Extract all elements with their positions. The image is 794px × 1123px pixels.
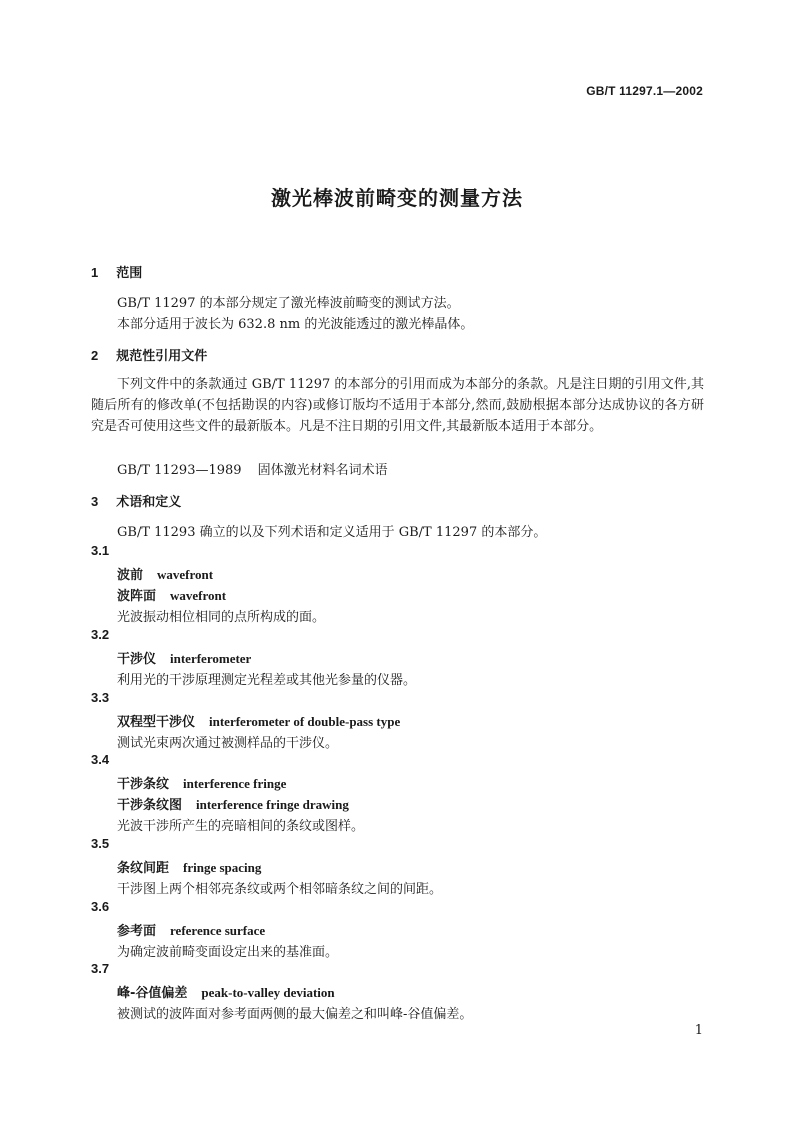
term-zh: 波阵面 <box>117 589 157 604</box>
term-number: 3.3 <box>91 690 110 705</box>
body-line: 本部分适用于波长为 632.8 nm 的光波能透过的激光棒晶体。 <box>117 317 474 332</box>
term-definition: 利用光的干涉原理测定光程差或其他光参量的仪器。 <box>117 673 417 688</box>
section-2-heading <box>91 345 207 364</box>
section-3-heading <box>91 491 181 510</box>
terms-intro: GB/T 11293 确立的以及下列术语和定义适用于 GB/T 11297 的本部分。 <box>117 525 547 540</box>
term-number: 3.7 <box>91 961 110 976</box>
section-title: 范围 <box>116 266 143 281</box>
term-number: 3.1 <box>91 543 110 558</box>
normative-references-paragraph: 下列文件中的条款通过 GB/T 11297 的本部分的引用而成为本部分的条款。凡是注日期的引用文件,其随后所有的修改单(不包括勘误的内容)或修订版均不适用于本部分,然而,鼓励根据本部分达成协议的各方研究是否可使用这些文件的最新版本。凡是不注日期的引用文件,其最新版本适用于本部分。 <box>91 377 704 434</box>
term-definition: 干涉图上两个相邻亮条纹或两个相邻暗条纹之间的间距。 <box>117 882 443 897</box>
term-definition: 测试光束两次通过被测样品的干涉仪。 <box>117 736 339 751</box>
term-en: interferometer <box>170 651 252 666</box>
term-en: fringe spacing <box>183 860 262 875</box>
term-zh: 参考面 <box>117 924 157 939</box>
term-zh: 干涉条纹图 <box>117 798 183 813</box>
term-zh: 双程型干涉仪 <box>117 715 196 730</box>
term-en: interference fringe <box>183 776 287 791</box>
document-title: 激光棒波前畸变的测量方法 <box>271 186 523 210</box>
term-entry <box>117 564 213 583</box>
term-definition: 光波干涉所产生的亮暗相间的条纹或图样。 <box>117 819 365 834</box>
term-definition: 为确定波前畸变面设定出来的基准面。 <box>117 945 339 960</box>
term-en: interference fringe drawing <box>196 797 349 812</box>
term-en: wavefront <box>157 567 214 582</box>
reference-code: GB/T 11293—1989 <box>117 463 242 478</box>
body-line: GB/T 11297 的本部分规定了激光棒波前畸变的测试方法。 <box>117 296 460 311</box>
term-en: interferometer of double-pass type <box>209 714 401 729</box>
term-zh: 干涉仪 <box>117 652 157 667</box>
section-title: 规范性引用文件 <box>116 349 208 364</box>
term-zh: 峰-谷值偏差 <box>117 986 188 1001</box>
section-number: 3 <box>91 494 99 509</box>
term-en: peak-to-valley deviation <box>201 985 335 1000</box>
section-number: 1 <box>91 265 99 280</box>
term-en: reference surface <box>170 923 266 938</box>
term-definition: 光波振动相位相同的点所构成的面。 <box>117 610 326 625</box>
term-number: 3.5 <box>91 836 110 851</box>
term-entry <box>117 920 265 939</box>
standard-number: GB/T 11297.1—2002 <box>586 84 703 98</box>
term-number: 3.2 <box>91 627 110 642</box>
term-number: 3.4 <box>91 752 110 767</box>
term-entry-alt <box>117 585 226 604</box>
term-entry <box>117 982 335 1001</box>
term-entry <box>117 648 251 667</box>
term-entry <box>117 711 400 730</box>
term-en: wavefront <box>170 588 227 603</box>
section-1-heading <box>91 262 142 281</box>
term-definition: 被测试的波阵面对参考面两侧的最大偏差之和叫峰-谷值偏差。 <box>117 1007 473 1022</box>
page-number: 1 <box>694 1023 703 1038</box>
reference-title: 固体激光材料名词术语 <box>257 463 388 478</box>
term-entry-alt <box>117 794 349 813</box>
term-zh: 波前 <box>117 568 144 583</box>
term-zh: 条纹间距 <box>117 861 170 876</box>
section-number: 2 <box>91 348 99 363</box>
term-zh: 干涉条纹 <box>117 777 170 792</box>
term-entry <box>117 773 286 792</box>
reference-entry <box>117 459 388 478</box>
term-entry <box>117 857 261 876</box>
term-number: 3.6 <box>91 899 110 914</box>
section-title: 术语和定义 <box>116 495 182 510</box>
